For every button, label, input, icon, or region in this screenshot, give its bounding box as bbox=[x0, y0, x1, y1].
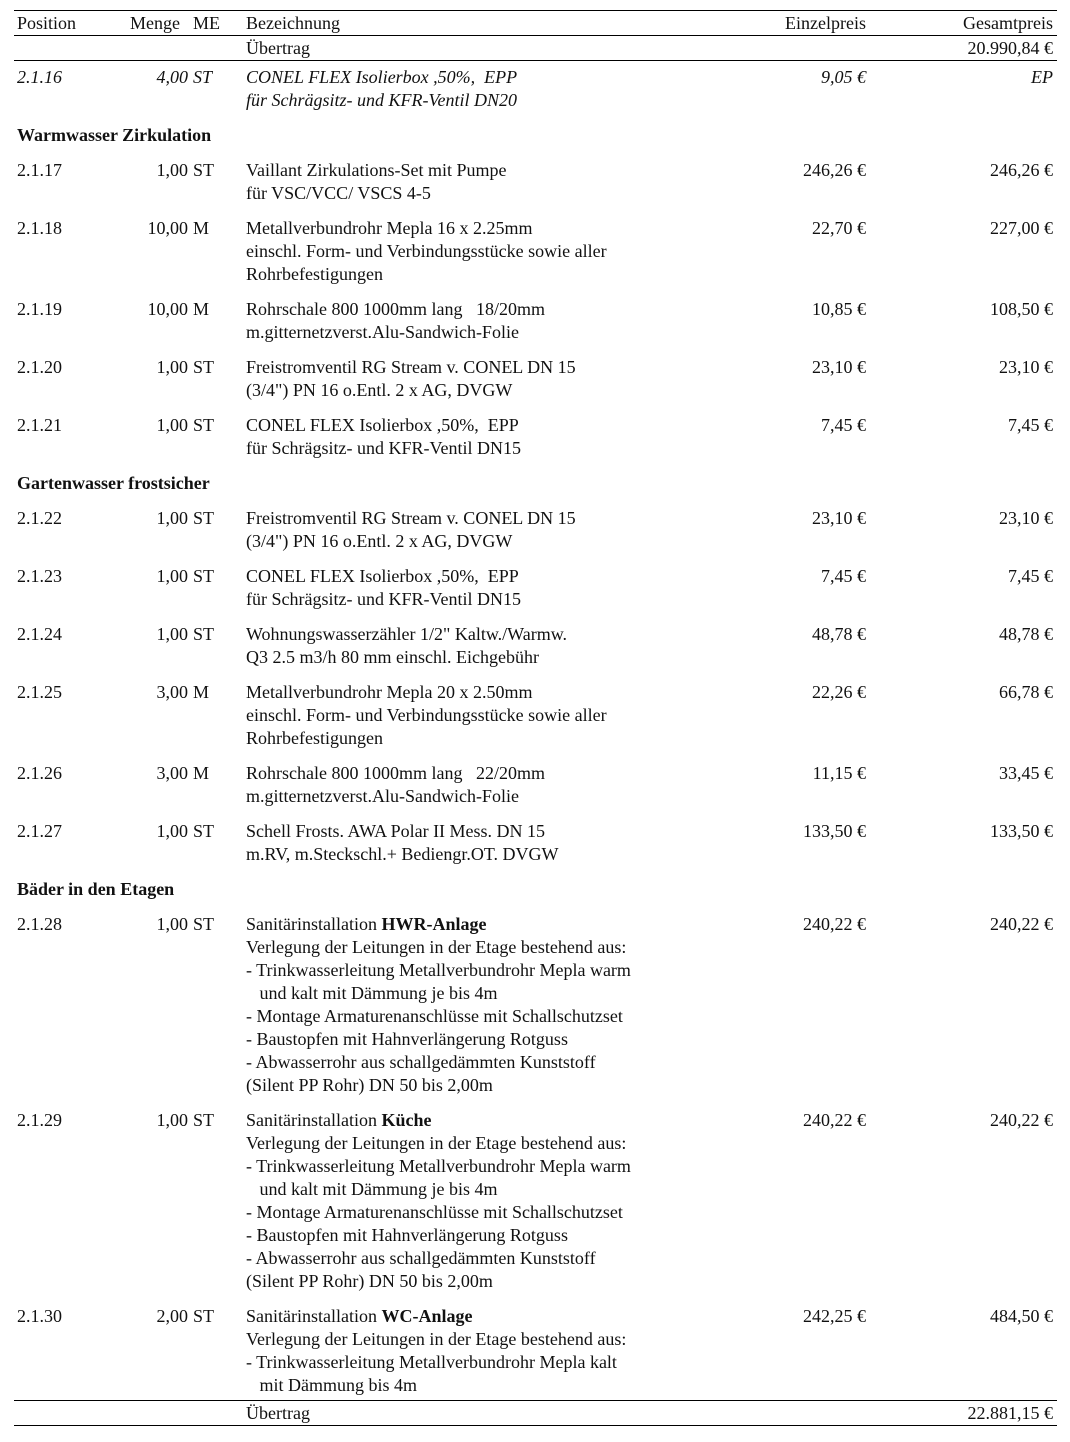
item-description bbox=[246, 159, 726, 205]
item-description bbox=[246, 414, 726, 460]
description-line: m.gitternetzverst.Alu-Sandwich-Folie bbox=[246, 322, 519, 342]
line-item-row bbox=[14, 356, 1057, 402]
item-quantity: 1,00 bbox=[156, 160, 188, 180]
item-total-price: 7,45 € bbox=[1008, 566, 1053, 586]
item-total-price: 246,26 € bbox=[990, 160, 1053, 180]
header-gesamtpreis: Gesamtpreis bbox=[963, 13, 1053, 33]
description-line: Metallverbundrohr Mepla 20 x 2.50mm bbox=[246, 682, 533, 702]
line-item-row bbox=[14, 159, 1057, 205]
description-line: Verlegung der Leitungen in der Etage bestehend aus: bbox=[246, 1133, 627, 1153]
description-line: für Schrägsitz- und KFR-Ventil DN15 bbox=[246, 589, 521, 609]
description-line: CONEL FLEX Isolierbox ,50%, EPP bbox=[246, 566, 519, 586]
item-quantity: 1,00 bbox=[156, 821, 188, 841]
item-unit-price: 22,70 € bbox=[812, 218, 866, 238]
carry-over-label: Übertrag bbox=[246, 38, 310, 58]
item-position: 2.1.16 bbox=[17, 67, 62, 87]
item-position: 2.1.27 bbox=[17, 821, 62, 841]
item-quantity: 4,00 bbox=[156, 67, 188, 87]
item-unit-price: 23,10 € bbox=[812, 357, 866, 377]
item-unit: ST bbox=[193, 914, 215, 934]
description-line: Wohnungswasserzähler 1/2" Kaltw./Warmw. bbox=[246, 624, 568, 644]
description-line: Verlegung der Leitungen in der Etage bestehend aus: bbox=[246, 937, 627, 957]
description-line: Freistromventil RG Stream v. CONEL DN 15 bbox=[246, 357, 576, 377]
line-item-row bbox=[14, 507, 1057, 553]
description-line: - Baustopfen mit Hahnverlängerung Rotguss bbox=[246, 1225, 568, 1245]
section-heading: Gartenwasser frostsicher bbox=[17, 473, 210, 493]
item-description bbox=[246, 298, 726, 344]
description-line: Rohrbefestigungen bbox=[246, 728, 383, 748]
item-quantity: 1,00 bbox=[156, 357, 188, 377]
description-line: Vaillant Zirkulations-Set mit Pumpe bbox=[246, 160, 507, 180]
item-quantity: 1,00 bbox=[156, 624, 188, 644]
description-line: Rohrbefestigungen bbox=[246, 264, 383, 284]
item-description bbox=[246, 217, 726, 286]
line-item-row bbox=[14, 66, 1057, 112]
item-unit: M bbox=[193, 682, 210, 702]
item-unit-price: 7,45 € bbox=[821, 415, 866, 435]
item-description bbox=[246, 1305, 726, 1397]
description-line: und kalt mit Dämmung je bis 4m bbox=[246, 983, 498, 1003]
header-menge: Menge bbox=[130, 13, 180, 33]
header-position: Position bbox=[17, 13, 77, 33]
item-unit-price: 22,26 € bbox=[812, 682, 866, 702]
line-items bbox=[14, 66, 1057, 1397]
carry-over-top bbox=[14, 36, 1057, 61]
line-item-row bbox=[14, 565, 1057, 611]
item-position: 2.1.17 bbox=[17, 160, 62, 180]
item-quantity: 1,00 bbox=[156, 1110, 188, 1130]
item-position: 2.1.26 bbox=[17, 763, 62, 783]
item-total-price: EP bbox=[1031, 67, 1053, 87]
item-quantity: 10,00 bbox=[147, 299, 188, 319]
item-title-emphasis: WC-Anlage bbox=[381, 1306, 473, 1326]
item-unit: ST bbox=[193, 1110, 215, 1130]
item-total-price: 7,45 € bbox=[1008, 415, 1053, 435]
item-position: 2.1.21 bbox=[17, 415, 62, 435]
description-line: - Montage Armaturenanschlüsse mit Schallschutzset bbox=[246, 1006, 623, 1026]
carry-over-amount: 22.881,15 € bbox=[967, 1403, 1053, 1423]
item-total-price: 227,00 € bbox=[990, 218, 1053, 238]
line-item-row bbox=[14, 1109, 1057, 1293]
item-unit-price: 240,22 € bbox=[803, 914, 866, 934]
item-total-price: 23,10 € bbox=[999, 508, 1053, 528]
item-description bbox=[246, 762, 726, 808]
item-total-price: 48,78 € bbox=[999, 624, 1053, 644]
line-item-row bbox=[14, 913, 1057, 1097]
description-line: Metallverbundrohr Mepla 16 x 2.25mm bbox=[246, 218, 533, 238]
item-unit: M bbox=[193, 218, 210, 238]
item-description bbox=[246, 507, 726, 553]
item-unit: ST bbox=[193, 508, 215, 528]
item-position: 2.1.28 bbox=[17, 914, 62, 934]
item-total-price: 240,22 € bbox=[990, 1110, 1053, 1130]
description-line: - Abwasserrohr aus schallgedämmten Kunststoff bbox=[246, 1248, 596, 1268]
line-item-row bbox=[14, 681, 1057, 750]
description-line: - Trinkwasserleitung Metallverbundrohr Mepla warm bbox=[246, 960, 631, 980]
item-unit-price: 242,25 € bbox=[803, 1306, 866, 1326]
item-description bbox=[246, 565, 726, 611]
description-line: Schell Frosts. AWA Polar II Mess. DN 15 bbox=[246, 821, 546, 841]
item-unit: ST bbox=[193, 1306, 215, 1326]
item-quantity: 1,00 bbox=[156, 508, 188, 528]
item-unit: ST bbox=[193, 357, 215, 377]
item-quantity: 1,00 bbox=[156, 914, 188, 934]
description-line: - Trinkwasserleitung Metallverbundrohr Mepla kalt bbox=[246, 1352, 617, 1372]
description-line: (Silent PP Rohr) DN 50 bis 2,00m bbox=[246, 1075, 493, 1095]
item-description bbox=[246, 820, 726, 866]
item-position: 2.1.20 bbox=[17, 357, 62, 377]
section-heading: Bäder in den Etagen bbox=[17, 879, 175, 899]
header-me: ME bbox=[193, 13, 220, 33]
header-einzelpreis: Einzelpreis bbox=[785, 13, 866, 33]
description-line: m.RV, m.Steckschl.+ Bediengr.OT. DVGW bbox=[246, 844, 559, 864]
item-quantity: 2,00 bbox=[156, 1306, 188, 1326]
item-unit: ST bbox=[193, 67, 213, 87]
description-line: einschl. Form- und Verbindungsstücke sowie aller bbox=[246, 241, 607, 261]
line-item-row bbox=[14, 414, 1057, 460]
item-total-price: 133,50 € bbox=[990, 821, 1053, 841]
item-title-emphasis: HWR-Anlage bbox=[381, 914, 487, 934]
item-unit-price: 7,45 € bbox=[821, 566, 866, 586]
item-unit-price: 240,22 € bbox=[803, 1110, 866, 1130]
description-line: (3/4") PN 16 o.Entl. 2 x AG, DVGW bbox=[246, 531, 513, 551]
description-line: für VSC/VCC/ VSCS 4-5 bbox=[246, 183, 431, 203]
item-unit-price: 23,10 € bbox=[812, 508, 866, 528]
item-description bbox=[246, 681, 726, 750]
item-unit: ST bbox=[193, 566, 215, 586]
item-quantity: 3,00 bbox=[156, 682, 188, 702]
item-unit: ST bbox=[193, 821, 215, 841]
line-item-row bbox=[14, 623, 1057, 669]
item-title: Sanitärinstallation bbox=[246, 1306, 382, 1326]
item-description bbox=[246, 356, 726, 402]
item-title: Sanitärinstallation bbox=[246, 1110, 382, 1130]
item-unit: M bbox=[193, 763, 210, 783]
header-bezeichnung: Bezeichnung bbox=[246, 13, 340, 33]
item-description bbox=[246, 913, 726, 1097]
description-line: CONEL FLEX Isolierbox ,50%, EPP bbox=[246, 415, 519, 435]
line-item-row bbox=[14, 1305, 1057, 1397]
item-unit: ST bbox=[193, 624, 215, 644]
carry-over-amount: 20.990,84 € bbox=[967, 38, 1053, 58]
item-unit-price: 9,05 € bbox=[821, 67, 866, 87]
item-description bbox=[246, 623, 726, 669]
item-unit: ST bbox=[193, 415, 215, 435]
item-position: 2.1.19 bbox=[17, 299, 62, 319]
item-title-emphasis: Küche bbox=[381, 1110, 432, 1130]
item-title: Sanitärinstallation bbox=[246, 914, 382, 934]
item-unit-price: 246,26 € bbox=[803, 160, 866, 180]
item-quantity: 1,00 bbox=[156, 566, 188, 586]
item-unit-price: 11,15 € bbox=[812, 763, 866, 783]
item-position: 2.1.25 bbox=[17, 682, 62, 702]
carry-over-bottom bbox=[14, 1400, 1057, 1426]
description-line: für Schrägsitz- und KFR-Ventil DN15 bbox=[246, 438, 521, 458]
item-unit-price: 48,78 € bbox=[812, 624, 866, 644]
description-line: CONEL FLEX Isolierbox ,50%, EPP bbox=[246, 67, 518, 87]
item-unit: M bbox=[193, 299, 210, 319]
carry-over-label: Übertrag bbox=[246, 1403, 310, 1423]
description-line: Q3 2.5 m3/h 80 mm einschl. Eichgebühr bbox=[246, 647, 539, 667]
description-line: - Baustopfen mit Hahnverlängerung Rotguss bbox=[246, 1029, 568, 1049]
item-position: 2.1.24 bbox=[17, 624, 62, 644]
item-total-price: 240,22 € bbox=[990, 914, 1053, 934]
description-line: (3/4") PN 16 o.Entl. 2 x AG, DVGW bbox=[246, 380, 513, 400]
item-position: 2.1.30 bbox=[17, 1306, 62, 1326]
section-heading: Warmwasser Zirkulation bbox=[17, 125, 212, 145]
invoice-page bbox=[14, 10, 1057, 1426]
item-total-price: 66,78 € bbox=[999, 682, 1053, 702]
description-line: für Schrägsitz- und KFR-Ventil DN20 bbox=[246, 90, 517, 110]
item-quantity: 10,00 bbox=[147, 218, 188, 238]
item-total-price: 484,50 € bbox=[990, 1306, 1053, 1326]
item-total-price: 23,10 € bbox=[999, 357, 1053, 377]
item-position: 2.1.23 bbox=[17, 566, 62, 586]
item-total-price: 33,45 € bbox=[999, 763, 1053, 783]
item-unit: ST bbox=[193, 160, 215, 180]
item-position: 2.1.29 bbox=[17, 1110, 62, 1130]
item-unit-price: 133,50 € bbox=[803, 821, 866, 841]
item-description bbox=[246, 1109, 726, 1293]
description-line: - Abwasserrohr aus schallgedämmten Kunststoff bbox=[246, 1052, 596, 1072]
table-header bbox=[14, 10, 1057, 36]
item-unit-price: 10,85 € bbox=[812, 299, 866, 319]
description-line: mit Dämmung bis 4m bbox=[246, 1375, 417, 1395]
description-line: Verlegung der Leitungen in der Etage bestehend aus: bbox=[246, 1329, 627, 1349]
description-line: und kalt mit Dämmung je bis 4m bbox=[246, 1179, 498, 1199]
line-item-row bbox=[14, 298, 1057, 344]
description-line: - Trinkwasserleitung Metallverbundrohr Mepla warm bbox=[246, 1156, 631, 1176]
line-item-row bbox=[14, 762, 1057, 808]
description-line: Rohrschale 800 1000mm lang 18/20mm bbox=[246, 299, 545, 319]
description-line: Freistromventil RG Stream v. CONEL DN 15 bbox=[246, 508, 576, 528]
item-position: 2.1.22 bbox=[17, 508, 62, 528]
item-description bbox=[246, 66, 726, 112]
item-total-price: 108,50 € bbox=[990, 299, 1053, 319]
description-line: (Silent PP Rohr) DN 50 bis 2,00m bbox=[246, 1271, 493, 1291]
line-item-row bbox=[14, 217, 1057, 286]
description-line: Rohrschale 800 1000mm lang 22/20mm bbox=[246, 763, 545, 783]
item-quantity: 3,00 bbox=[156, 763, 188, 783]
item-quantity: 1,00 bbox=[156, 415, 188, 435]
description-line: einschl. Form- und Verbindungsstücke sowie aller bbox=[246, 705, 607, 725]
description-line: - Montage Armaturenanschlüsse mit Schallschutzset bbox=[246, 1202, 623, 1222]
line-item-row bbox=[14, 820, 1057, 866]
description-line: m.gitternetzverst.Alu-Sandwich-Folie bbox=[246, 786, 519, 806]
item-position: 2.1.18 bbox=[17, 218, 62, 238]
